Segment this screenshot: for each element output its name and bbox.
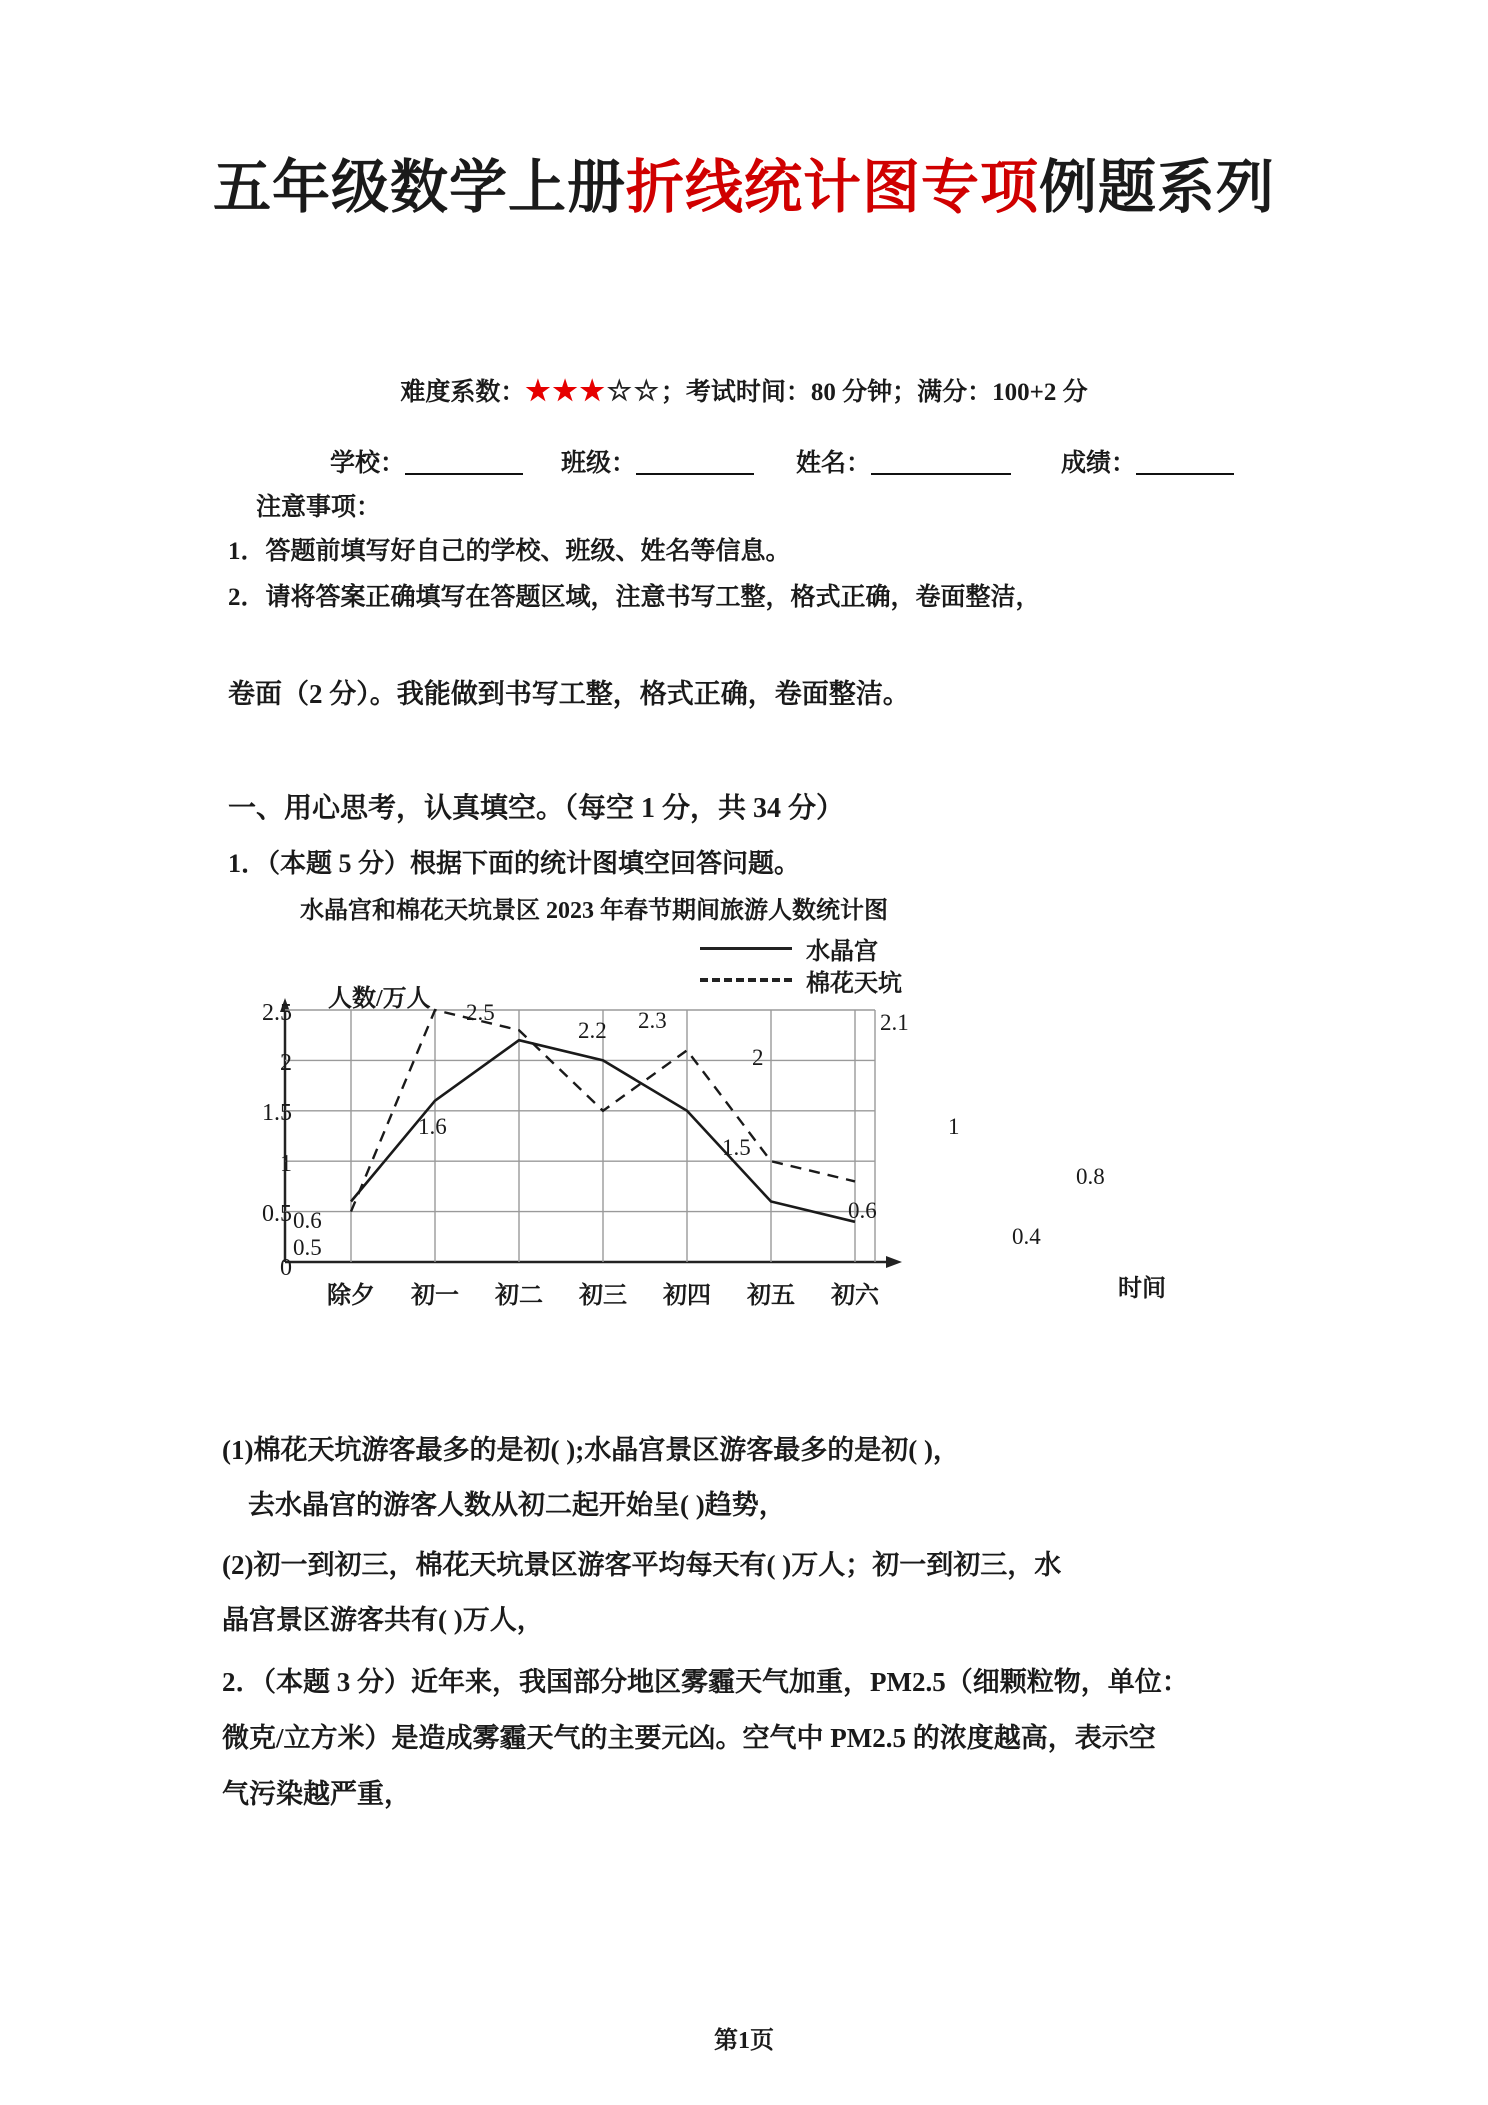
question-1-2-line-1: (2)初一到初三，棉花天坑景区游客平均每天有( )万人；初一到初三，水 <box>222 1550 1062 1580</box>
legend-item-0 <box>700 932 902 964</box>
legend-label-0: 水晶宫 <box>806 938 878 965</box>
question-2-line-3: 气污染越严重， <box>222 1779 411 1809</box>
page-footer: 第1页 <box>714 2028 774 2054</box>
class-input[interactable] <box>636 451 754 475</box>
legend-solid-line-icon <box>700 947 792 950</box>
x-cat-6: 初六 <box>831 1283 879 1309</box>
question-1-1-line-2: 去水晶宫的游客人数从初二起开始呈( )趋势， <box>248 1490 786 1520</box>
legend-dashed-line-icon <box>700 978 792 982</box>
cover-note: 卷面（2 分）。我能做到书写工整，格式正确，卷面整洁。 <box>228 679 910 709</box>
notice-item-2: 2．请将答案正确填写在答题区域，注意书写工整，格式正确，卷面整洁， <box>228 584 1041 611</box>
value-label-s1-4: 2.1 <box>880 1010 909 1035</box>
page-title <box>0 140 1488 224</box>
value-label-s1-5: 1 <box>948 1114 960 1139</box>
star-filled-icon: ★★★ <box>525 376 607 407</box>
value-label-s0-0: 0.6 <box>293 1208 322 1233</box>
value-label-s0-5: 0.6 <box>848 1198 877 1223</box>
value-label-s1-3: 1.5 <box>722 1135 751 1160</box>
school-input[interactable] <box>405 451 523 475</box>
star-empty-icon: ☆☆ <box>606 376 661 407</box>
title-highlight: 折线统计图专项 <box>625 155 1039 220</box>
question-2-line-1: 2．（本题 3 分）近年来，我国部分地区雾霾天气加重，PM2.5（细颗粒物，单位： <box>222 1667 1189 1697</box>
y-tick-2: 1 <box>280 1151 292 1177</box>
x-cat-0: 除夕 <box>327 1283 375 1309</box>
notice-heading: 注意事项： <box>256 494 382 521</box>
difficulty-rest: ；考试时间：80 分钟；满分：100+2 分 <box>660 379 1088 406</box>
title-part2: 例题系列 <box>1039 155 1276 220</box>
question-1-1-line-1: (1)棉花天坑游客最多的是初( );水晶宫景区游客最多的是初( )， <box>222 1435 960 1465</box>
title-part1: 五年级数学上册 <box>212 155 626 220</box>
section-heading: 一、用心思考，认真填空。（每空 1 分，共 34 分） <box>228 793 845 824</box>
value-label-s1-6: 0.8 <box>1076 1164 1105 1189</box>
name-label: 姓名： <box>796 450 872 477</box>
difficulty-label: 难度系数： <box>400 379 526 406</box>
y-tick-4: 2 <box>280 1050 292 1076</box>
legend-label-1: 棉花天坑 <box>806 970 902 997</box>
x-cat-1: 初一 <box>411 1283 459 1309</box>
difficulty-line <box>0 372 1488 408</box>
line-chart <box>0 890 1488 1370</box>
chart-legend <box>700 932 902 996</box>
y-axis-title: 人数/万人 <box>328 986 431 1012</box>
notice-item-1: 1．答题前填写好自己的学校、班级、姓名等信息。 <box>228 538 791 565</box>
x-axis-title: 时间 <box>1118 1276 1166 1302</box>
score-input[interactable] <box>1136 451 1234 475</box>
x-cat-2: 初二 <box>495 1283 543 1309</box>
school-label: 学校： <box>330 450 406 477</box>
value-label-s1-0: 0.5 <box>293 1235 322 1260</box>
y-tick-3: 1.5 <box>262 1100 292 1126</box>
class-label: 班级： <box>561 450 637 477</box>
question-1-2-line-2: 晶宫景区游客共有( )万人， <box>222 1605 544 1635</box>
student-info-line <box>330 443 1390 479</box>
x-cat-3: 初三 <box>579 1283 627 1309</box>
value-label-s0-2: 2.2 <box>578 1018 607 1043</box>
x-cat-4: 初四 <box>663 1283 711 1309</box>
y-tick-0: 0 <box>280 1255 292 1281</box>
value-label-s0-3: 2 <box>752 1045 764 1070</box>
value-label-s0-1: 1.6 <box>418 1114 447 1139</box>
value-label-s1-2: 2.3 <box>638 1008 667 1033</box>
value-label-s1-1: 2.5 <box>466 1000 495 1025</box>
name-input[interactable] <box>871 451 1011 475</box>
chart-title: 水晶宫和棉花天坑景区 2023 年春节期间旅游人数统计图 <box>300 898 888 924</box>
y-tick-1: 0.5 <box>262 1201 292 1227</box>
value-label-s0-6: 0.4 <box>1012 1224 1041 1249</box>
question-2-line-2: 微克/立方米）是造成雾霾天气的主要元凶。空气中 PM2.5 的浓度越高，表示空 <box>222 1723 1156 1753</box>
x-cat-5: 初五 <box>747 1283 795 1309</box>
question-1-heading: 1．（本题 5 分）根据下面的统计图填空回答问题。 <box>228 849 801 878</box>
score-label: 成绩： <box>1061 450 1137 477</box>
y-tick-5: 2.5 <box>262 1000 292 1026</box>
